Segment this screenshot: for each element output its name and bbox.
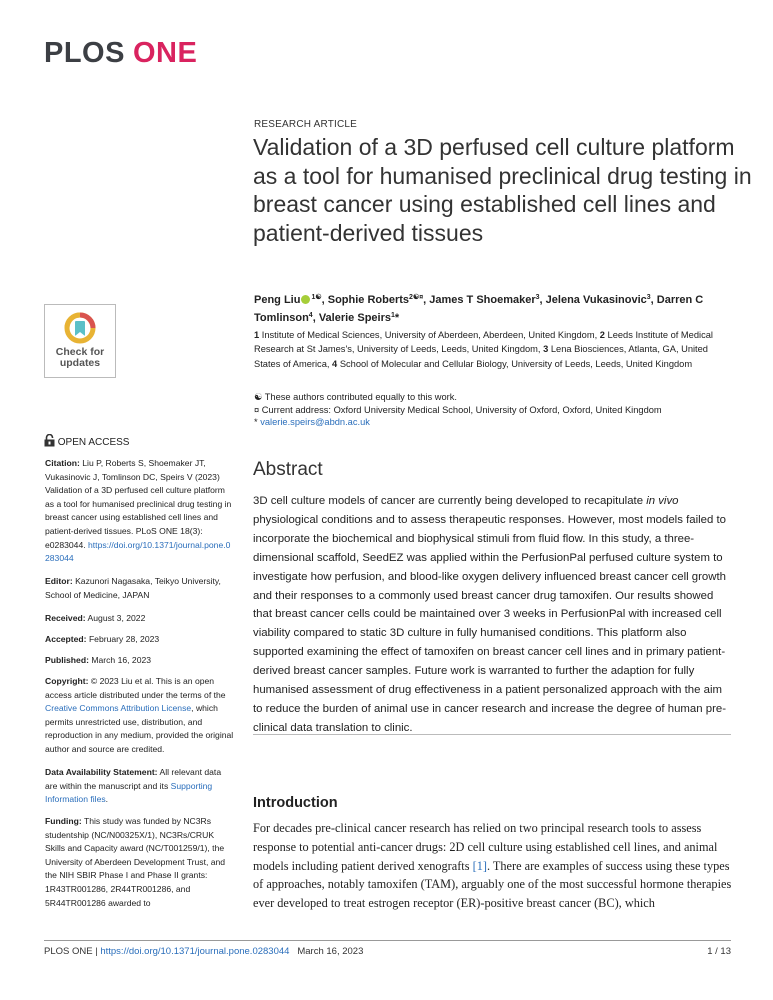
check-for-updates-badge[interactable] [44, 304, 116, 378]
author-name[interactable]: Darren C Tomlinson [254, 294, 704, 324]
introduction-heading: Introduction [253, 795, 338, 811]
accepted-block: Accepted: February 28, 2023 [45, 634, 160, 644]
article-type: RESEARCH ARTICLE [254, 119, 358, 130]
author-name[interactable]: James T Shoemaker [429, 294, 536, 306]
abstract-heading: Abstract [253, 459, 323, 480]
orcid-icon[interactable] [301, 295, 310, 304]
corresponding-note: * valerie.speirs@abdn.ac.uk [254, 417, 370, 428]
abstract-divider [253, 734, 731, 735]
editor-block: Editor: Kazunori Nagasaka, Teikyo University, School of Medicine, JAPAN [45, 576, 221, 600]
published-block: Published: March 16, 2023 [45, 655, 152, 665]
author-name[interactable]: Peng Liu [254, 294, 301, 306]
author-name[interactable]: Jelena Vukasinovic [545, 294, 647, 306]
check-updates-icon [64, 312, 96, 344]
funding-block: Funding: This study was funded by NC3Rs studentship (NC/N00325X/1), NC3Rs/CRUK Skills and Capacity award (NC/T001259/1), the University of Aberdeen Development Trust, and the NIH SBIR Phase I and Phase II grants: 1R43TR001286, 2R44TR001286, and 5R44TR001286 awarded to [45, 816, 226, 908]
email-link[interactable]: valerie.speirs@abdn.ac.uk [260, 417, 370, 428]
logo-one: ONE [132, 37, 198, 69]
license-link[interactable]: Creative Commons Attribution License [45, 703, 192, 714]
copyright-block: Copyright: © 2023 Liu et al. This is an open access article distributed under the terms of the Creative Commons Attribution License, which permits unrestricted use, distribution, and reproduction in any medium, provided the original author and source are credited. [45, 676, 234, 754]
received-block: Received: August 3, 2022 [45, 613, 146, 623]
data-availability-block: Data Availability Statement: All relevant data are within the manuscript and its Supporting Information files. [45, 767, 222, 805]
page-number: 1 / 13 [707, 946, 731, 957]
citation-doi-link[interactable]: https://doi.org/10.1371/journal.pone.0283044 [45, 539, 231, 564]
footer-divider [44, 940, 731, 941]
footer-doi-link[interactable]: https://doi.org/10.1371/journal.pone.0283044 [100, 946, 290, 957]
equal-contribution-note: ☯ These authors contributed equally to this work. [254, 392, 457, 402]
author-name[interactable]: Sophie Roberts [327, 294, 410, 306]
article-title: Validation of a 3D perfused cell culture platform as a tool for humanised preclinical drug testing in breast cancer using established cell lines and patient-derived tissues [253, 134, 752, 246]
supporting-info-link[interactable]: Supporting Information files [45, 780, 213, 805]
author-list: Peng Liu $^{1☯}$, Sophie Roberts$^{2☯¤}$, James T Shoemaker$^3$, Jelena Vukasinovic$^3$, Darren C Tomlinson$^4$, Valerie Speirs$^1$* [254, 294, 704, 324]
citation-block: Citation: Liu P, Roberts S, Shoemaker JT, Vukasinovic J, Tomlinson DC, Speirs V (2023) Validation of a 3D perfused cell culture platform as a tool for humanised preclinical drug testing in breast cancer using established cell lines and patient-derived tissues. PLoS ONE 18(3): e0283044. https://doi.org/10.1371/journal.pone.0283044 [45, 458, 232, 564]
introduction-text: For decades pre-clinical cancer research has relied on two principal research tools to assess response to potential anti-cancer drugs: 2D cell culture using established cell lines, and animal models including patient derived xenografts [1]. There are examples of success using these types of approaches, notably tamoxifen (TAM), arguably one of the most successful hormone therapies ever developed to treat estrogen receptor (ER)-positive breast cancer (BC), which [253, 821, 732, 911]
abstract-text: 3D cell culture models of cancer are currently being developed to recapitulate in vivo physiological conditions and to assess therapeutic responses. However, most models failed to incorporate the biochemical and biophysical stimuli from fluid flow. In this study, a three-dimensional scaffold, SeedEZ was applied within the PerfusionPal perfused culture system to investigate how perfusion, and blood-like oxygen delivery influenced breast cancer cell growth and their responses to a commonly used breast cancer drug tamoxifen. Our results showed that breast cancer cells could be maintained over 3 weeks in PerfusionPal with increased cell viability compared to static 3D culture in fully humanised conditions. This platform also supported examining the effect of tamoxifen on breast cancer cell lines and in primary patient-derived breast cancer samples. Future work is warranted to further the adaption for fully humanised assessment of drug effectiveness in a patient personalized approach with the aim to reduce the burden of animal use in cancer research and increase the degree of human pre-clinical data translation to clinic. [253, 495, 727, 734]
affiliations: 1 Institute of Medical Sciences, University of Aberdeen, Aberdeen, United Kingdom, 2 Leeds Institute of Medical Research at St James's, University of Leeds, Leeds, United Kingdom, 3 Lena Biosciences, Atlanta, GA, United States of America, 4 School of Molecular and Cellular Biology, University of Leeds, Leeds, United Kingdom [254, 330, 713, 369]
journal-logo [44, 37, 197, 70]
open-access-label: OPEN ACCESS [44, 434, 129, 448]
current-address-note: ¤ Current address: Oxford University Medical School, University of Oxford, Oxford, United Kingdom [254, 404, 662, 415]
page-footer: PLOS ONE | https://doi.org/10.1371/journal.pone.0283044 March 16, 2023 1 / 13 [44, 946, 731, 957]
author-name[interactable]: Valerie Speirs [318, 312, 391, 324]
author-notes [254, 391, 729, 429]
logo-plos: PLOS [44, 37, 125, 69]
open-lock-icon [44, 434, 55, 447]
check-updates-text: Check for updates [55, 346, 105, 369]
reference-link[interactable]: [1] [472, 858, 487, 873]
